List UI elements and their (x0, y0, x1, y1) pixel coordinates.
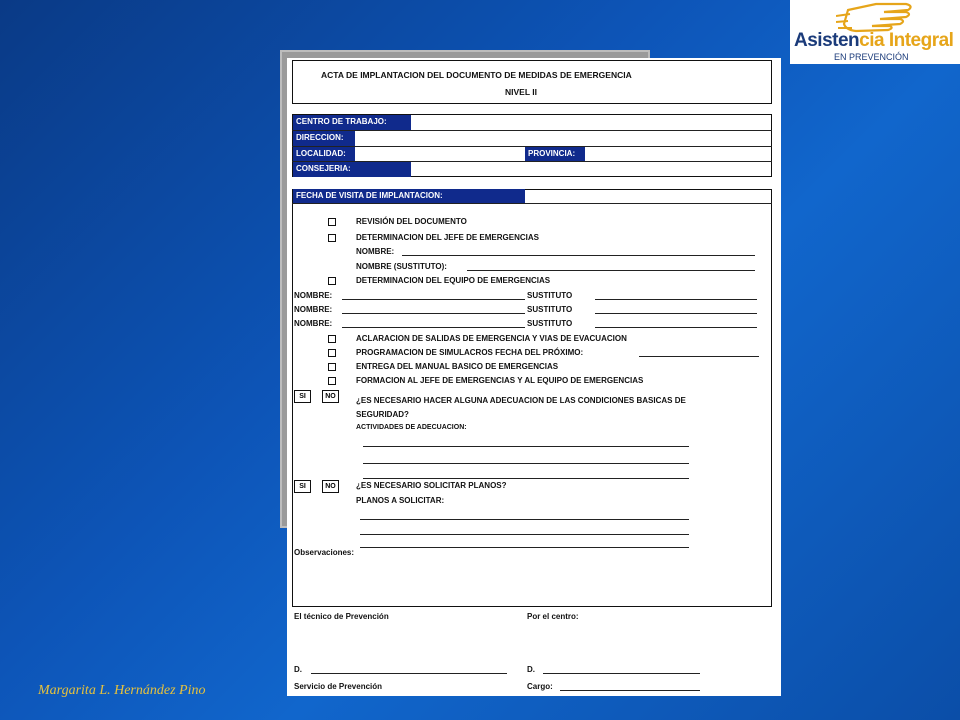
sustituto-3: SUSTITUTO (527, 319, 573, 328)
adecuacion-si-box[interactable]: SI (294, 390, 311, 403)
aclaracion-label: ACLARACION DE SALIDAS DE EMERGENCIA Y VIAS DE EVACUACION (356, 334, 627, 343)
form-subtitle: NIVEL II (505, 87, 537, 97)
actividades-label: ACTIVIDADES DE ADECUACION: (356, 424, 467, 431)
planos-no-box[interactable]: NO (322, 480, 339, 493)
entrega-checkbox[interactable] (328, 363, 336, 371)
logo-subtitle: EN PREVENCIÓN (834, 52, 909, 62)
sustituto-2: SUSTITUTO (527, 305, 573, 314)
programacion-label: PROGRAMACION DE SIMULACROS FECHA DEL PRÓXIMO: (356, 348, 584, 357)
det-jefe-label: DETERMINACION DEL JEFE DE EMERGENCIAS (356, 233, 539, 242)
adecuacion-no-box[interactable]: NO (322, 390, 339, 403)
por-centro-label: Por el centro: (527, 612, 579, 621)
det-jefe-checkbox[interactable] (328, 234, 336, 242)
cargo-label: Cargo: (527, 682, 553, 691)
centro-label: CENTRO DE TRABAJO: (293, 115, 411, 130)
det-equipo-label: DETERMINACION DEL EQUIPO DE EMERGENCIAS (356, 276, 551, 285)
form-title-box (292, 60, 772, 104)
planos-si-box[interactable]: SI (294, 480, 311, 493)
centro-field[interactable] (411, 115, 771, 130)
tecnico-d-label: D. (294, 665, 302, 674)
formacion-label: FORMACION AL JEFE DE EMERGENCIAS Y AL EQUIPO DE EMERGENCIAS (356, 376, 644, 385)
programacion-checkbox[interactable] (328, 349, 336, 357)
author-footer: Margarita L. Hernández Pino (38, 683, 206, 698)
equipo-nombre-1: NOMBRE: (294, 291, 333, 300)
revision-checkbox[interactable] (328, 218, 336, 226)
formacion-checkbox[interactable] (328, 377, 336, 385)
revision-label: REVISIÓN DEL DOCUMENTO (356, 217, 467, 226)
form-title: ACTA DE IMPLANTACION DEL DOCUMENTO DE MEDIDAS DE EMERGENCIA (321, 70, 632, 80)
provincia-label: PROVINCIA: (525, 147, 585, 161)
planos-question: ¿ES NECESARIO SOLICITAR PLANOS? (356, 481, 507, 490)
nombre-sustituto-label: NOMBRE (SUSTITUTO): (356, 262, 447, 271)
observaciones-label: Observaciones: (294, 548, 355, 557)
equipo-nombre-3: NOMBRE: (294, 319, 333, 328)
consejeria-label: CONSEJERIA: (293, 162, 411, 177)
localidad-label: LOCALIDAD: (293, 147, 355, 161)
aclaracion-checkbox[interactable] (328, 335, 336, 343)
fecha-visita-label: FECHA DE VISITA DE IMPLANTACION: (293, 189, 525, 203)
planos-solicitar-label: PLANOS A SOLICITAR: (356, 496, 445, 505)
adecuacion-question-cont: SEGURIDAD? (356, 410, 409, 419)
centro-d-label: D. (527, 665, 535, 674)
servicio-label: Servicio de Prevención (294, 682, 383, 691)
company-logo (790, 0, 960, 64)
direccion-label: DIRECCION: (293, 131, 355, 146)
entrega-label: ENTREGA DEL MANUAL BASICO DE EMERGENCIAS (356, 362, 559, 371)
equipo-nombre-2: NOMBRE: (294, 305, 333, 314)
tecnico-label: El técnico de Prevención (294, 612, 389, 621)
logo-name: Asistencia Integral (794, 30, 954, 51)
det-equipo-checkbox[interactable] (328, 277, 336, 285)
adecuacion-question: ¿ES NECESARIO HACER ALGUNA ADECUACION DE LAS CONDICIONES BASICAS DE (356, 396, 686, 405)
form-document (287, 58, 781, 696)
sustituto-1: SUSTITUTO (527, 291, 573, 300)
nombre-label: NOMBRE: (356, 247, 395, 256)
